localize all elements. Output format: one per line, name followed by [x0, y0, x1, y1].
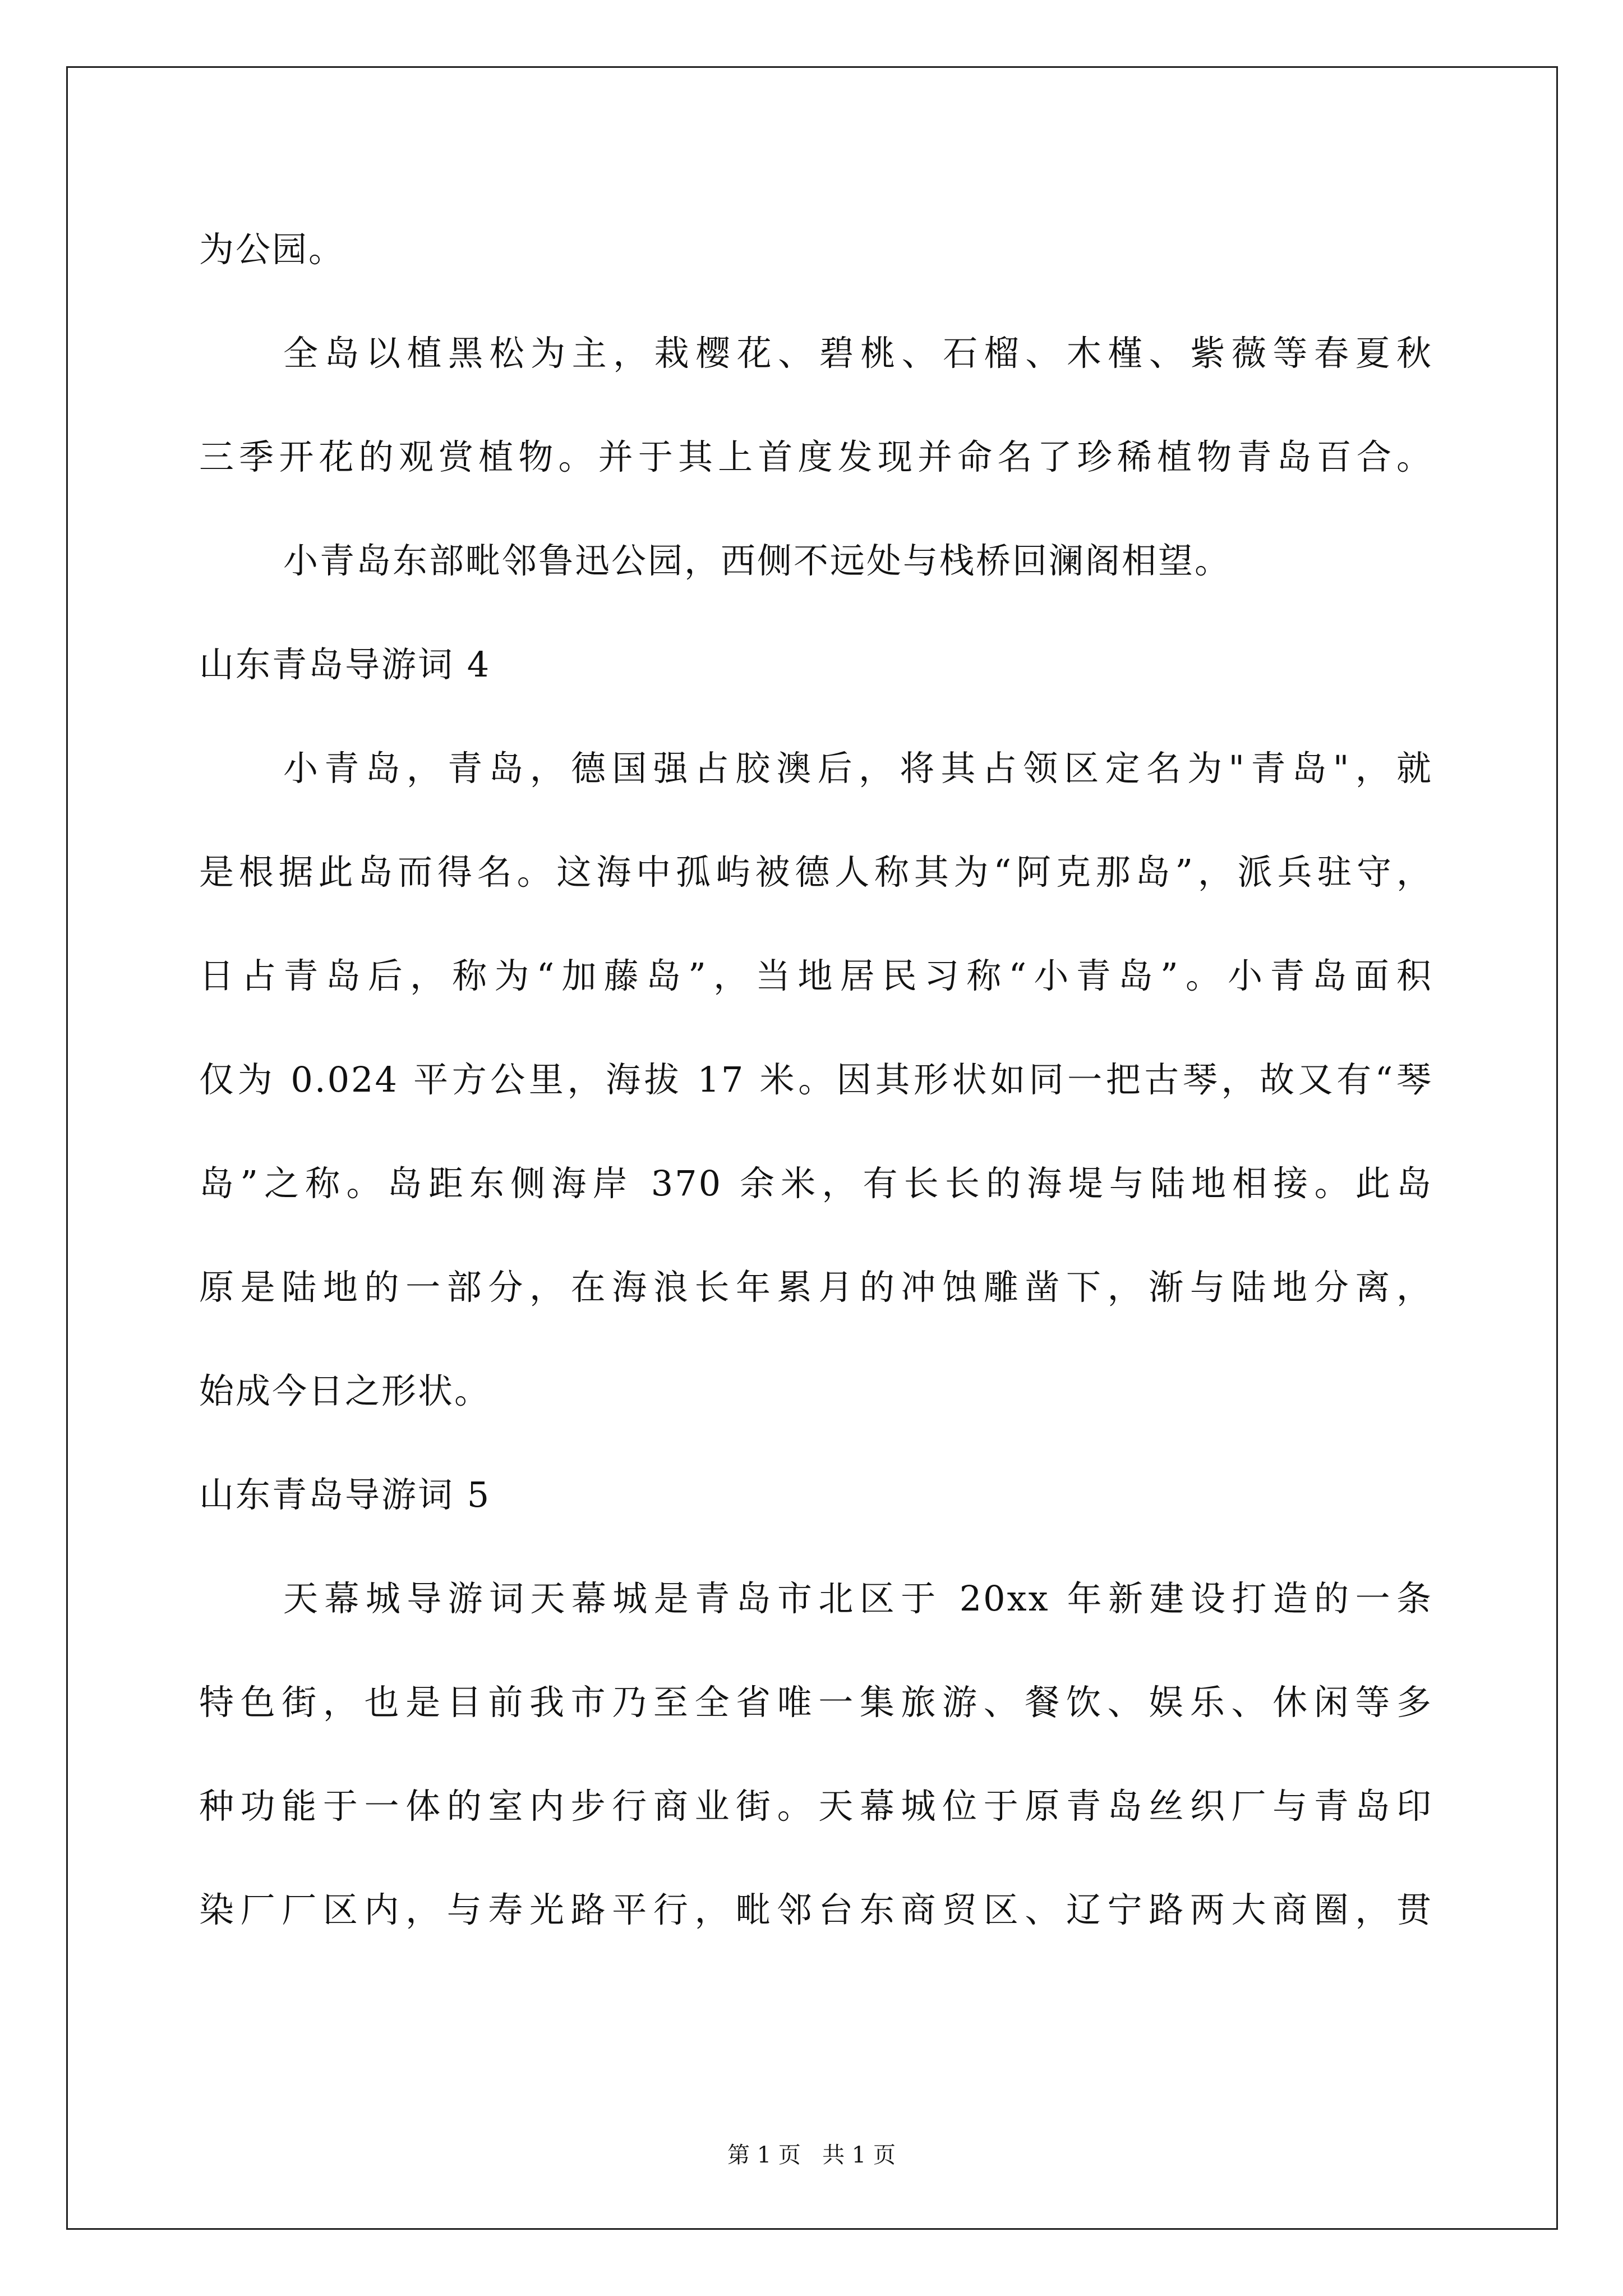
page-number-footer: 第 1 页 共 1 页 [727, 2142, 896, 2168]
paragraph-line: 天幕城导游词天幕城是青岛市北区于 20xx 年新建设打造的一条 [283, 1578, 1433, 1619]
paragraph-line: 始成今日之形状。 [199, 1370, 491, 1411]
paragraph-line: 日占青岛后，称为“加藤岛”，当地居民习称“小青岛”。小青岛面积 [199, 955, 1433, 996]
paragraph-line: 特色街，也是目前我市乃至全省唯一集旅游、餐饮、娱乐、休闲等多 [199, 1682, 1433, 1723]
paragraph-line: 三季开花的观赏植物。并于其上首度发现并命名了珍稀植物青岛百合。 [199, 436, 1433, 477]
paragraph-line: 是根据此岛而得名。这海中孤屿被德人称其为“阿克那岛”，派兵驻守， [199, 852, 1433, 892]
section-heading: 山东青岛导游词 5 [199, 1474, 491, 1515]
paragraph-line: 小青岛东部毗邻鲁迅公园，西侧不远处与栈桥回澜阁相望。 [283, 540, 1232, 581]
paragraph-line: 全岛以植黑松为主，栽樱花、碧桃、石榴、木槿、紫薇等春夏秋 [283, 333, 1433, 374]
paragraph-line: 小青岛，青岛，德国强占胶澳后，将其占领区定名为"青岛"，就 [283, 748, 1433, 789]
paragraph-line: 原是陆地的一部分，在海浪长年累月的冲蚀雕凿下，渐与陆地分离， [199, 1267, 1433, 1308]
paragraph-line: 仅为 0.024 平方公里，海拔 17 米。因其形状如同一把古琴，故又有“琴 [199, 1059, 1433, 1100]
paragraph-line: 岛”之称。岛距东侧海岸 370 余米，有长长的海堤与陆地相接。此岛 [199, 1163, 1433, 1204]
paragraph-line: 为公园。 [199, 229, 345, 270]
section-heading: 山东青岛导游词 4 [199, 644, 491, 685]
paragraph-line: 染厂厂区内，与寿光路平行，毗邻台东商贸区、辽宁路两大商圈，贯 [199, 1889, 1433, 1930]
paragraph-line: 种功能于一体的室内步行商业街。天幕城位于原青岛丝织厂与青岛印 [199, 1786, 1433, 1826]
